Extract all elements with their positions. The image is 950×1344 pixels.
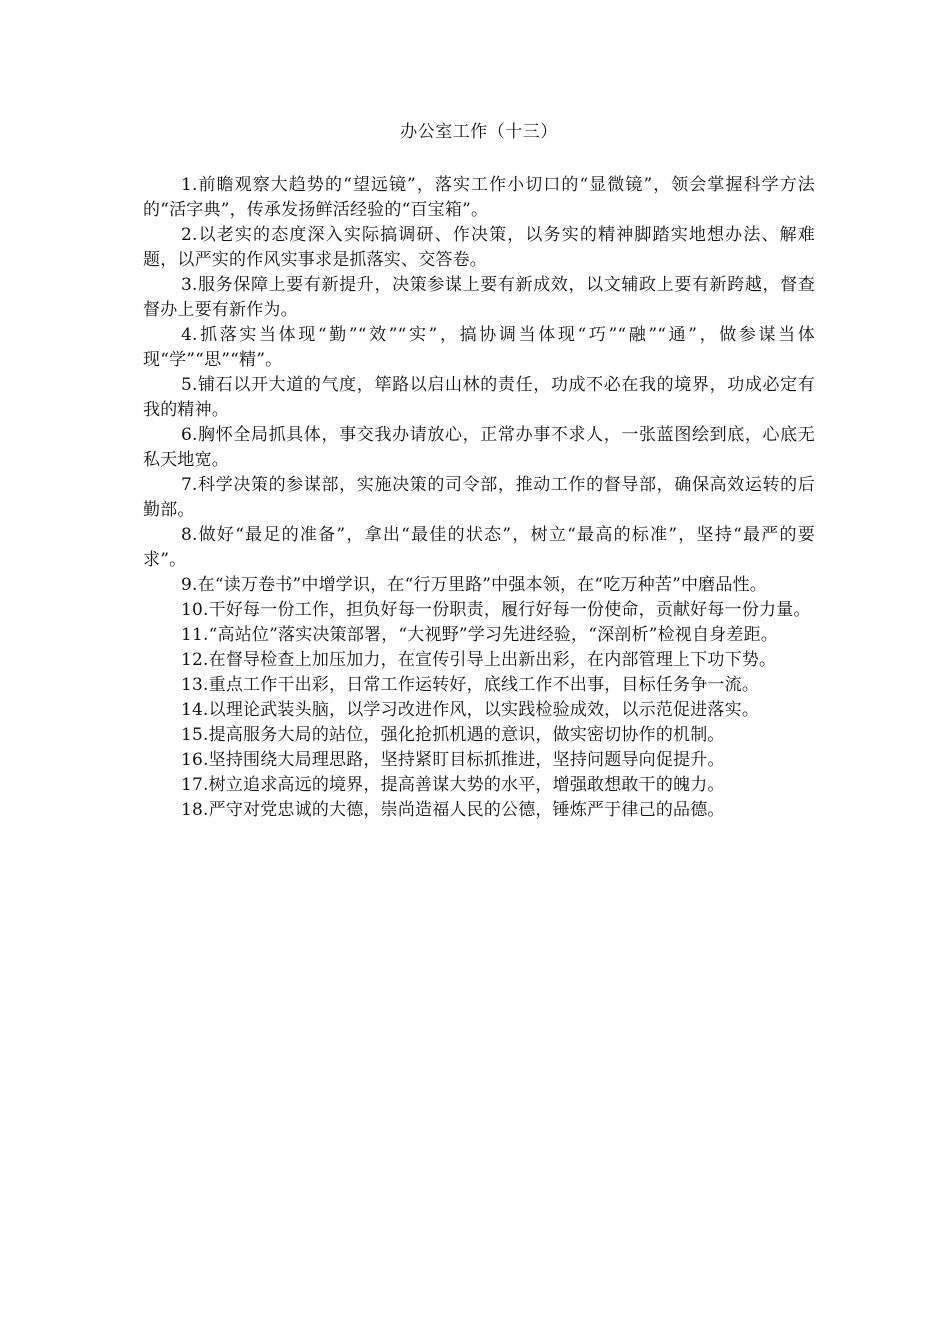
list-item-3: 3.服务保障上要有新提升，决策参谋上要有新成效，以文辅政上要有新跨越，督查督办上要有新作为。 xyxy=(143,275,815,320)
list-item-8: 8.做好“最足的准备”，拿出“最佳的状态”，树立“最高的标准”，坚持“最严的要求”。 xyxy=(143,525,815,570)
list-item-6: 6.胸怀全局抓具体，事交我办请放心，正常办事不求人，一张蓝图绘到底，心底无私天地宽。 xyxy=(143,425,815,470)
list-item-11: 11.“高站位”落实决策部署，“大视野”学习先进经验，“深剖析”检视自身差距。 xyxy=(181,625,778,645)
list-item-5: 5.铺石以开大道的气度，筚路以启山林的责任，功成不必在我的境界，功成必定有我的精神。 xyxy=(143,375,815,420)
list-item-7: 7.科学决策的参谋部，实施决策的司令部，推动工作的督导部，确保高效运转的后勤部。 xyxy=(143,475,815,520)
list-item-14: 14.以理论武装头脑，以学习改进作风，以实践检验成效，以示范促进落实。 xyxy=(181,700,760,720)
list-item-17: 17.树立追求高远的境界，提高善谋大势的水平，增强敢想敢干的魄力。 xyxy=(181,775,725,795)
list-item-16: 16.坚持围绕大局理思路，坚持紧盯目标抓推进，坚持问题导向促提升。 xyxy=(181,750,725,770)
document-title: 办公室工作（十三） xyxy=(400,122,558,142)
item-list xyxy=(143,173,815,823)
list-item-15: 15.提高服务大局的站位，强化抢抓机遇的意识，做实密切协作的机制。 xyxy=(181,725,725,745)
list-item-10: 10.干好每一份工作，担负好每一份职责，履行好每一份使命，贡献好每一份力量。 xyxy=(181,600,811,620)
list-item-13: 13.重点工作干出彩，日常工作运转好，底线工作不出事，目标任务争一流。 xyxy=(181,675,760,695)
list-item-4: 4.抓落实当体现“勤”“效”“实”，搞协调当体现“巧”“融”“通”，做参谋当体现“学”“思”“精”。 xyxy=(143,325,815,370)
list-item-9: 9.在“读万卷书”中增学识，在“行万里路”中强本领，在“吃万种苦”中磨品性。 xyxy=(181,575,767,595)
list-item-18: 18.严守对党忠诚的大德，崇尚造福人民的公德，锤炼严于律己的品德。 xyxy=(181,800,725,820)
list-item-1: 1.前瞻观察大趋势的“望远镜”，落实工作小切口的“显微镜”，领会掌握科学方法的“活字典”，传承发扬鲜活经验的“百宝箱”。 xyxy=(143,175,815,220)
list-item-12: 12.在督导检查上加压加力，在宣传引导上出新出彩，在内部管理上下功下势。 xyxy=(181,650,777,670)
list-item-2: 2.以老实的态度深入实际搞调研、作决策，以务实的精神脚踏实地想办法、解难题，以严实的作风实事求是抓落实、交答卷。 xyxy=(143,225,815,270)
document-body xyxy=(143,118,815,823)
